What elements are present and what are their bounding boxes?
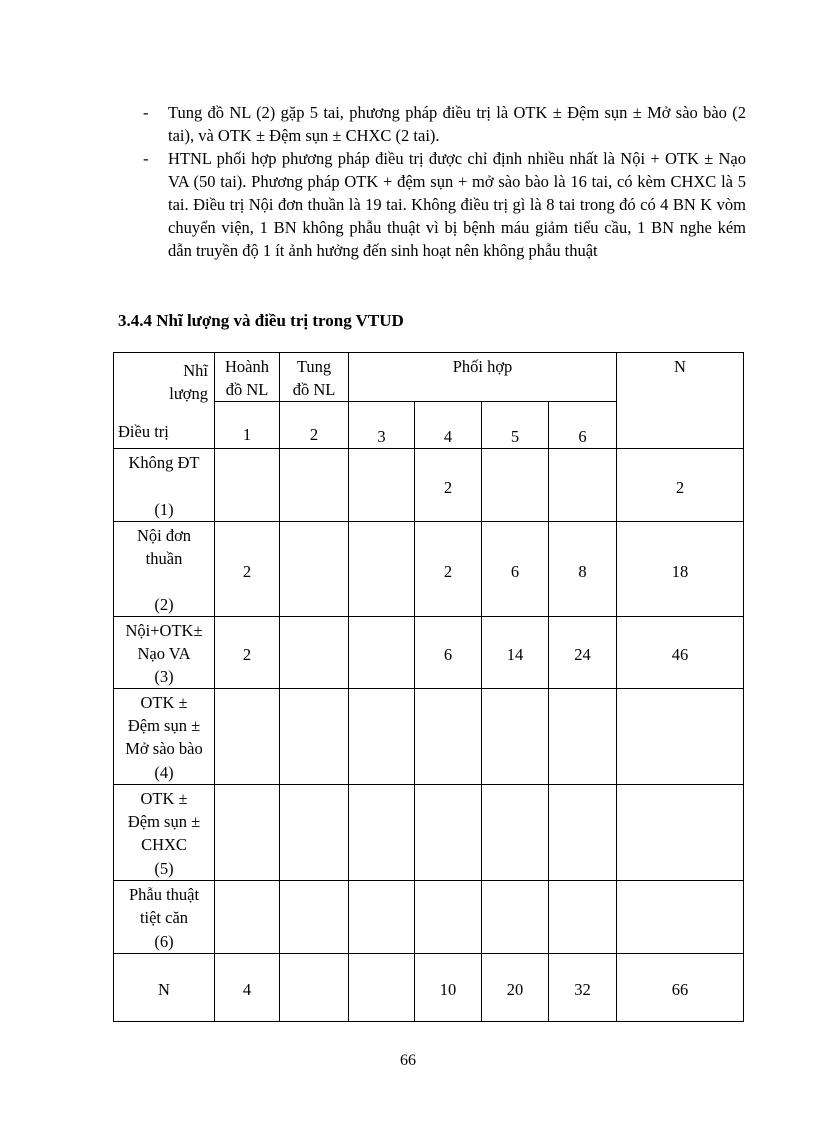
table-cell — [215, 785, 280, 881]
data-table — [113, 352, 744, 1022]
row-label — [114, 785, 215, 881]
row-label-number: (1) — [154, 500, 174, 519]
table-cell: 2 — [415, 522, 482, 617]
row-label-number: (4) — [154, 763, 174, 782]
table-cell — [215, 689, 280, 785]
bullet-item — [140, 147, 746, 262]
table-row — [114, 785, 744, 881]
table-cell — [549, 449, 617, 522]
total-cell — [280, 954, 349, 1022]
row-total — [617, 881, 744, 954]
row-label-lines — [129, 883, 199, 929]
row-label-line: Nạo VA — [137, 644, 191, 663]
col2-header: Tung đồ NL — [280, 353, 349, 402]
col-number: 6 — [549, 402, 617, 449]
row-total: 2 — [617, 449, 744, 522]
row-label-line: Đệm sụn ± — [127, 812, 201, 831]
row-label-line: Không ĐT — [128, 453, 200, 472]
bullet-marker: - — [143, 149, 149, 168]
bullet-list — [140, 101, 746, 262]
row-label-number: (6) — [154, 932, 174, 951]
row-label-lines — [137, 524, 191, 570]
total-row-label: N — [114, 954, 215, 1022]
grand-total: 66 — [617, 954, 744, 1022]
table-cell — [280, 522, 349, 617]
table-cell: 2 — [415, 449, 482, 522]
n-header: N — [617, 353, 744, 449]
table-cell — [349, 449, 415, 522]
row-label-line: tiệt căn — [139, 908, 189, 927]
table-cell — [349, 785, 415, 881]
total-cell — [349, 954, 415, 1022]
row-label — [114, 689, 215, 785]
corner-top-line: Nhĩ — [183, 360, 208, 380]
col1-header: Hoành đồ NL — [215, 353, 280, 402]
col-number: 5 — [482, 402, 549, 449]
table-row — [114, 617, 744, 689]
table-cell — [280, 617, 349, 689]
col-number: 1 — [215, 402, 280, 449]
row-label-line: Mở sào bào — [125, 739, 203, 758]
row-total: 18 — [617, 522, 744, 617]
table-cell — [280, 881, 349, 954]
row-label-line: Nội đơn — [136, 526, 192, 545]
row-total: 46 — [617, 617, 744, 689]
section-heading: 3.4.4 Nhĩ lượng và điều trị trong VTUD — [118, 311, 404, 330]
col-number: 4 — [415, 402, 482, 449]
corner-header — [114, 353, 215, 449]
table-cell — [280, 785, 349, 881]
table-cell: 8 — [549, 522, 617, 617]
table-cell — [415, 689, 482, 785]
row-label-wrap — [114, 883, 214, 953]
table-cell — [349, 689, 415, 785]
table-cell — [549, 689, 617, 785]
row-label-line: Phẫu thuật — [128, 885, 200, 904]
table-cell — [349, 881, 415, 954]
table-cell — [280, 689, 349, 785]
table-cell: 2 — [215, 617, 280, 689]
table-cell — [349, 617, 415, 689]
table-cell — [349, 522, 415, 617]
row-label — [114, 881, 215, 954]
header-row — [114, 353, 744, 402]
col-number: 2 — [280, 402, 349, 449]
total-cell: 10 — [415, 954, 482, 1022]
corner-top-line: lượng — [169, 383, 208, 403]
row-label-line: OTK ± — [140, 789, 188, 808]
row-label — [114, 449, 215, 522]
row-label-wrap — [114, 451, 214, 521]
row-label — [114, 617, 215, 689]
table-cell — [482, 881, 549, 954]
row-label-number: (5) — [154, 859, 174, 878]
row-label-line: Nội+OTK± — [125, 621, 203, 640]
table-cell — [482, 449, 549, 522]
total-cell: 20 — [482, 954, 549, 1022]
total-cell: 32 — [549, 954, 617, 1022]
total-row — [114, 954, 744, 1022]
table-cell: 6 — [482, 522, 549, 617]
row-total — [617, 689, 744, 785]
bullet-text: Tung đồ NL (2) gặp 5 tai, phương pháp điều trị là OTK ± Đệm sụn ± Mở sào bào (2 tai), và OTK ± Đệm sụn ± CHXC (2 tai). — [168, 103, 746, 145]
total-cell: 4 — [215, 954, 280, 1022]
bullet-item — [140, 101, 746, 147]
row-label-lines — [125, 619, 202, 665]
table-cell — [280, 449, 349, 522]
bullet-text: HTNL phối hợp phương pháp điều trị được chỉ định nhiều nhất là Nội + OTK ± Nạo VA (50 tai). Phương pháp OTK + đệm sụn + mở sào bào là 16 tai, có kèm CHXC là 5 tai. Điều trị Nội đơn thuần là 19 tai. Không điều trị gì là 8 tai trong đó có 4 BN K vòm chuyển viện, 1 BN không phẫu thuật vì bị bệnh máu giảm tiểu cầu, 1 BN nghe kém dẫn truyền độ 1 ít ảnh hưởng đến sinh hoạt nên không phẫu thuật — [168, 149, 746, 260]
row-label-wrap — [114, 787, 214, 880]
row-total — [617, 785, 744, 881]
row-label-lines — [128, 451, 199, 474]
row-label-wrap — [114, 524, 214, 616]
row-label-line: thuần — [145, 549, 183, 568]
row-label-line: CHXC — [141, 835, 187, 854]
table-row — [114, 881, 744, 954]
table-cell: 14 — [482, 617, 549, 689]
table-cell: 24 — [549, 617, 617, 689]
row-label-lines — [128, 787, 200, 856]
row-label-line: Đệm sụn ± — [127, 716, 201, 735]
table-cell — [482, 785, 549, 881]
table-row — [114, 522, 744, 617]
row-label-number: (2) — [154, 595, 174, 614]
table-cell — [215, 449, 280, 522]
group-header: Phối hợp — [349, 353, 617, 402]
table-cell: 6 — [415, 617, 482, 689]
table-row — [114, 689, 744, 785]
table-cell: 2 — [215, 522, 280, 617]
table-cell — [415, 785, 482, 881]
bullet-marker: - — [143, 103, 149, 122]
row-label — [114, 522, 215, 617]
table-cell — [549, 785, 617, 881]
row-label-lines — [125, 691, 202, 760]
table-cell — [482, 689, 549, 785]
row-label-line: OTK ± — [140, 693, 188, 712]
corner-bottom-label: Điều trị — [118, 421, 169, 441]
row-label-number: (3) — [154, 667, 174, 686]
col-number: 3 — [349, 402, 415, 449]
page-number: 66 — [400, 1052, 416, 1069]
table-cell — [415, 881, 482, 954]
row-label-wrap — [114, 619, 214, 688]
table-cell — [549, 881, 617, 954]
table-row — [114, 449, 744, 522]
table-cell — [215, 881, 280, 954]
row-label-wrap — [114, 691, 214, 784]
